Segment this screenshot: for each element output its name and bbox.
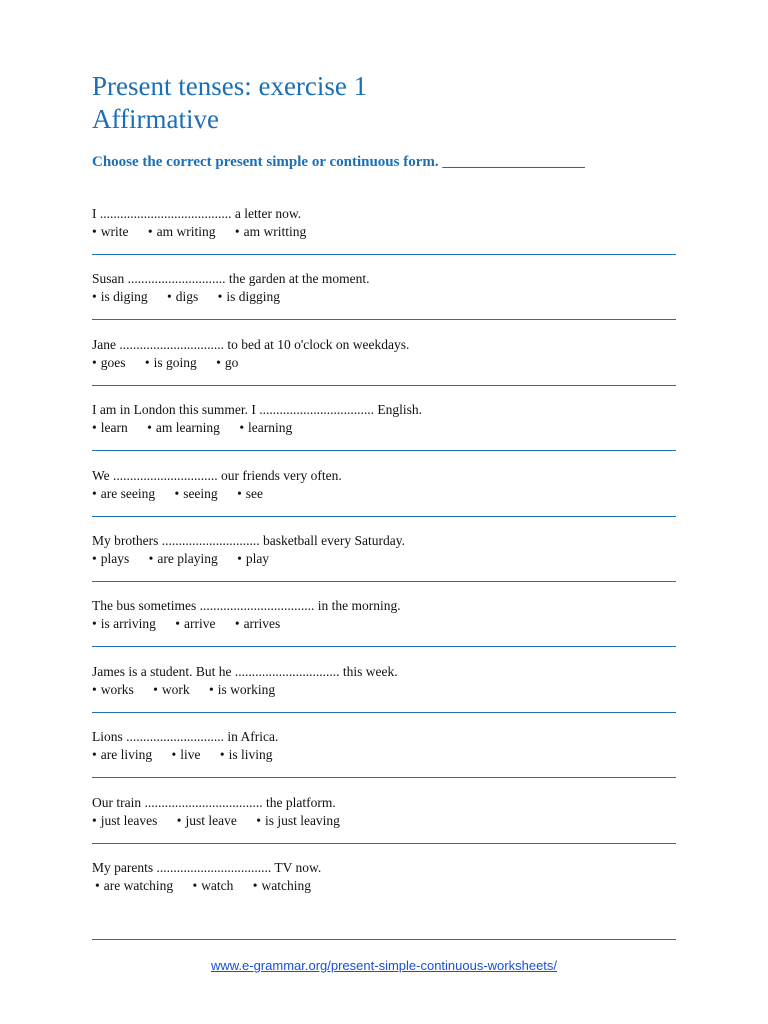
exercise-sentence: James is a student. But he ............................... this week. bbox=[92, 663, 398, 679]
exercise-options bbox=[92, 419, 676, 437]
answer-option[interactable]: • are playing bbox=[149, 551, 218, 566]
answer-option[interactable]: • am writting bbox=[235, 224, 306, 239]
answer-option[interactable]: • play bbox=[237, 551, 269, 566]
answer-option[interactable]: • is going bbox=[145, 355, 197, 370]
answer-option[interactable]: • am writing bbox=[148, 224, 216, 239]
exercise-options bbox=[92, 288, 676, 306]
answer-option[interactable]: • learn bbox=[92, 420, 128, 435]
exercise-item-3 bbox=[92, 336, 676, 401]
answer-option[interactable]: • goes bbox=[92, 355, 125, 370]
exercise-options bbox=[92, 615, 676, 633]
exercise-sentence: My brothers ............................. basketball every Saturday. bbox=[92, 532, 405, 548]
answer-option[interactable]: • is just leaving bbox=[256, 813, 340, 828]
answer-option[interactable]: • is digging bbox=[218, 289, 280, 304]
answer-option[interactable]: • just leaves bbox=[92, 813, 157, 828]
exercise-item-5 bbox=[92, 467, 676, 532]
answer-option[interactable]: • see bbox=[237, 486, 263, 501]
exercise-item-8 bbox=[92, 663, 676, 728]
answer-option[interactable]: • write bbox=[92, 224, 128, 239]
page-title bbox=[92, 70, 367, 136]
answer-option[interactable]: • watch bbox=[192, 878, 233, 893]
exercise-options bbox=[92, 550, 676, 568]
exercise-item-11 bbox=[92, 859, 676, 924]
answer-option[interactable]: • are watching bbox=[95, 878, 173, 893]
answer-option[interactable]: • is diging bbox=[92, 289, 148, 304]
exercise-sentence: Susan ............................. the garden at the moment. bbox=[92, 271, 370, 287]
answer-option[interactable]: • digs bbox=[167, 289, 198, 304]
answer-option[interactable]: • live bbox=[171, 747, 200, 762]
exercise-item-7 bbox=[92, 597, 676, 662]
exercise-sentence: We ............................... our friends very often. bbox=[92, 467, 342, 483]
exercise-options bbox=[92, 681, 676, 699]
exercise-options bbox=[92, 812, 676, 830]
exercise-list bbox=[92, 205, 676, 924]
answer-option[interactable]: • arrives bbox=[235, 616, 280, 631]
exercise-sentence: Lions ............................. in Africa. bbox=[92, 729, 279, 745]
answer-option[interactable]: • just leave bbox=[177, 813, 237, 828]
exercise-options bbox=[92, 877, 676, 895]
instruction-text: Choose the correct present simple or continuous form. ___________________ bbox=[92, 154, 585, 170]
exercise-item-4 bbox=[92, 401, 676, 466]
title-line-1: Present tenses: exercise 1 bbox=[92, 71, 368, 101]
exercise-options bbox=[92, 223, 676, 241]
answer-option[interactable]: • watching bbox=[253, 878, 311, 893]
answer-option[interactable]: • are seeing bbox=[92, 486, 155, 501]
answer-option[interactable]: • plays bbox=[92, 551, 129, 566]
exercise-item-10 bbox=[92, 794, 676, 859]
answer-option[interactable]: • is living bbox=[220, 747, 273, 762]
exercise-sentence: Jane ............................... to bed at 10 o'clock on weekdays. bbox=[92, 336, 410, 352]
title-line-2: Affirmative bbox=[92, 104, 219, 134]
answer-option[interactable]: • learning bbox=[239, 420, 292, 435]
answer-option[interactable]: • go bbox=[216, 355, 238, 370]
answer-option[interactable]: • is arriving bbox=[92, 616, 156, 631]
answer-option[interactable]: • work bbox=[153, 682, 189, 697]
answer-option[interactable]: • are living bbox=[92, 747, 152, 762]
exercise-item-2 bbox=[92, 270, 676, 335]
exercise-options bbox=[92, 485, 676, 503]
answer-option[interactable]: • is working bbox=[209, 682, 275, 697]
exercise-item-9 bbox=[92, 728, 676, 793]
answer-option[interactable]: • arrive bbox=[175, 616, 215, 631]
exercise-item-6 bbox=[92, 532, 676, 597]
footer-link[interactable]: www.e-grammar.org/present-simple-continuous-worksheets/ bbox=[210, 958, 558, 973]
answer-option[interactable]: • am learning bbox=[147, 420, 220, 435]
exercise-sentence: I am in London this summer. I .................................. English. bbox=[92, 402, 422, 418]
exercise-sentence: The bus sometimes .................................. in the morning. bbox=[92, 598, 401, 614]
exercise-options bbox=[92, 354, 676, 372]
exercise-item-1 bbox=[92, 205, 676, 270]
exercise-sentence: My parents .................................. TV now. bbox=[92, 859, 322, 875]
exercise-options bbox=[92, 746, 676, 764]
answer-option[interactable]: • works bbox=[92, 682, 134, 697]
bottom-divider bbox=[92, 939, 676, 940]
exercise-sentence: I ....................................... a letter now. bbox=[92, 206, 302, 221]
exercise-sentence: Our train ................................... the platform. bbox=[92, 794, 336, 810]
answer-option[interactable]: • seeing bbox=[174, 486, 217, 501]
